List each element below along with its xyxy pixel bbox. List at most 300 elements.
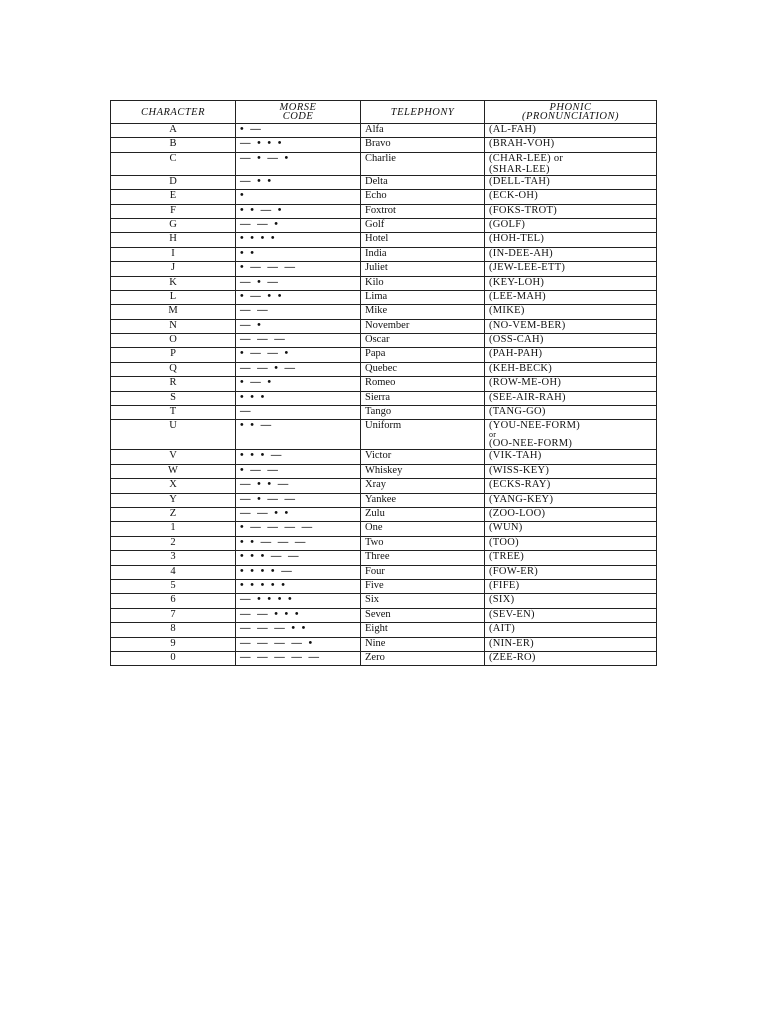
telephony-cell xyxy=(361,579,485,593)
telephony-cell-text: Delta xyxy=(365,175,388,187)
telephony-cell-text: Charlie xyxy=(365,152,396,164)
morse-code-cell xyxy=(236,290,361,304)
telephony-cell xyxy=(361,319,485,333)
morse-code-cell-text: • • • — xyxy=(240,450,284,462)
phonic-cell xyxy=(485,262,657,276)
character-cell-text: U xyxy=(169,420,177,432)
telephony-cell xyxy=(361,377,485,391)
phonic-cell xyxy=(485,551,657,565)
telephony-cell-text: Victor xyxy=(365,450,392,462)
character-cell xyxy=(111,608,236,622)
morse-code-cell-text: — • — xyxy=(240,276,280,288)
table-row xyxy=(111,450,657,464)
morse-code-cell xyxy=(236,334,361,348)
phonic-line: (PAH-PAH) xyxy=(489,348,543,360)
morse-code-cell xyxy=(236,536,361,550)
character-cell-text: G xyxy=(169,218,177,230)
phonic-cell xyxy=(485,507,657,521)
phonic-line: (BRAH-VOH) xyxy=(489,138,555,150)
character-cell-text: X xyxy=(169,479,177,491)
telephony-cell xyxy=(361,204,485,218)
phonic-line: (AIT) xyxy=(489,623,515,635)
phonic-line: (SEV-EN) xyxy=(489,608,535,620)
character-cell-text: S xyxy=(170,391,176,403)
morse-code-cell xyxy=(236,247,361,261)
character-cell-text: Q xyxy=(169,362,177,374)
header-phonic-line-1: PHONIC xyxy=(549,102,592,113)
table-row xyxy=(111,464,657,478)
phonic-line: (FOKS-TROT) xyxy=(489,204,558,216)
phonic-line: (FOW-ER) xyxy=(489,565,539,577)
telephony-cell xyxy=(361,536,485,550)
character-cell-text: M xyxy=(168,305,178,317)
morse-code-cell xyxy=(236,262,361,276)
morse-code-cell xyxy=(236,651,361,665)
morse-code-cell-text: — • • • • xyxy=(240,594,294,606)
table-row xyxy=(111,152,657,175)
morse-code-cell xyxy=(236,218,361,232)
telephony-cell-text: Papa xyxy=(365,348,386,360)
telephony-cell-text: Nine xyxy=(365,637,386,649)
character-cell xyxy=(111,464,236,478)
phonic-cell xyxy=(485,536,657,550)
phonic-cell xyxy=(485,522,657,536)
table-row xyxy=(111,608,657,622)
character-cell xyxy=(111,551,236,565)
header-morse-code xyxy=(236,101,361,124)
phonic-line: (MIKE) xyxy=(489,305,525,317)
telephony-cell-text: Xray xyxy=(365,479,386,491)
telephony-cell-text: Whiskey xyxy=(365,464,403,476)
character-cell xyxy=(111,594,236,608)
phonic-cell xyxy=(485,218,657,232)
telephony-cell xyxy=(361,522,485,536)
morse-code-cell-text: • — — — — xyxy=(240,522,315,534)
character-cell xyxy=(111,247,236,261)
character-cell-text: 0 xyxy=(170,651,176,663)
header-phonic xyxy=(485,101,657,124)
table-row xyxy=(111,536,657,550)
morse-code-cell-text: — • • • xyxy=(240,138,284,150)
morse-code-cell xyxy=(236,493,361,507)
telephony-cell xyxy=(361,651,485,665)
phonic-line: (TANG-GO) xyxy=(489,406,546,418)
phonic-line: (YANG-KEY) xyxy=(489,493,554,505)
table-row xyxy=(111,420,657,450)
table-row xyxy=(111,623,657,637)
phonic-cell xyxy=(485,152,657,175)
phonic-cell xyxy=(485,565,657,579)
morse-code-cell xyxy=(236,608,361,622)
telephony-cell-text: Mike xyxy=(365,305,388,317)
phonic-line: (DELL-TAH) xyxy=(489,175,551,187)
table-row xyxy=(111,406,657,420)
phonic-cell xyxy=(485,175,657,189)
telephony-cell xyxy=(361,247,485,261)
table-row xyxy=(111,362,657,376)
morse-code-cell-text: • • xyxy=(240,247,256,259)
morse-code-cell-text: • • — xyxy=(240,420,274,432)
morse-code-cell xyxy=(236,362,361,376)
phonic-cell xyxy=(485,334,657,348)
phonic-line: (JEW-LEE-ETT) xyxy=(489,262,566,274)
character-cell xyxy=(111,348,236,362)
phonic-line: (YOU-NEE-FORM) xyxy=(489,420,581,432)
character-cell xyxy=(111,319,236,333)
table-row xyxy=(111,507,657,521)
telephony-cell xyxy=(361,565,485,579)
character-cell-text: 5 xyxy=(170,579,176,591)
phonic-line: (KEH-BECK) xyxy=(489,362,553,374)
phonic-line: (VIK-TAH) xyxy=(489,450,542,462)
phonic-cell xyxy=(485,233,657,247)
morse-code-cell-text: — • — — xyxy=(240,493,298,505)
phonic-cell xyxy=(485,464,657,478)
telephony-cell xyxy=(361,594,485,608)
morse-code-cell-text: • — xyxy=(240,124,263,135)
character-cell xyxy=(111,406,236,420)
telephony-cell xyxy=(361,623,485,637)
telephony-cell xyxy=(361,152,485,175)
morse-code-cell-text: — — — • • xyxy=(240,623,308,635)
morse-code-cell xyxy=(236,204,361,218)
phonic-line: (FIFE) xyxy=(489,579,520,591)
phonic-line: (ECK-OH) xyxy=(489,190,539,202)
table-row xyxy=(111,233,657,247)
phonic-line: (SIX) xyxy=(489,594,515,606)
phonic-line: (ZOO-LOO) xyxy=(489,507,546,519)
telephony-cell-text: Alfa xyxy=(365,124,384,135)
character-cell xyxy=(111,204,236,218)
morse-code-cell xyxy=(236,276,361,290)
phonic-cell xyxy=(485,420,657,450)
morse-code-cell-text: • — — • xyxy=(240,348,291,360)
character-cell xyxy=(111,305,236,319)
telephony-cell xyxy=(361,348,485,362)
phonic-line: (IN-DEE-AH) xyxy=(489,247,553,259)
table-row xyxy=(111,319,657,333)
character-cell-text: W xyxy=(168,464,178,476)
character-cell-text: 8 xyxy=(170,623,176,635)
phonic-cell xyxy=(485,190,657,204)
phonic-line: (ROW-ME-OH) xyxy=(489,377,562,389)
character-cell-text: 9 xyxy=(170,637,176,649)
morse-code-cell xyxy=(236,420,361,450)
character-cell xyxy=(111,536,236,550)
telephony-cell xyxy=(361,507,485,521)
character-cell xyxy=(111,479,236,493)
morse-code-cell-text: • • — — — xyxy=(240,536,308,548)
telephony-cell-text: Foxtrot xyxy=(365,204,396,216)
phonic-line: (SHAR-LEE) xyxy=(489,163,550,175)
telephony-cell-text: Juliet xyxy=(365,262,388,274)
character-cell-text: 3 xyxy=(170,551,176,563)
character-cell xyxy=(111,450,236,464)
morse-code-cell xyxy=(236,348,361,362)
phonic-cell xyxy=(485,579,657,593)
table-row xyxy=(111,218,657,232)
telephony-cell xyxy=(361,305,485,319)
table-row xyxy=(111,276,657,290)
telephony-cell-text: Hotel xyxy=(365,233,389,245)
telephony-cell xyxy=(361,124,485,138)
morse-code-cell xyxy=(236,152,361,175)
morse-code-cell xyxy=(236,594,361,608)
telephony-cell-text: Two xyxy=(365,536,384,548)
phonic-line: (ZEE-RO) xyxy=(489,651,536,663)
telephony-cell-text: Quebec xyxy=(365,362,398,374)
phonic-line: (KEY-LOH) xyxy=(489,276,545,288)
morse-code-cell-text: • xyxy=(240,190,246,202)
character-cell xyxy=(111,565,236,579)
morse-code-cell-text: • • • xyxy=(240,391,267,403)
phonic-cell xyxy=(485,391,657,405)
phonic-line: (HOH-TEL) xyxy=(489,233,545,245)
header-character-label: CHARACTER xyxy=(141,106,205,118)
character-cell-text: 7 xyxy=(170,608,176,620)
telephony-cell xyxy=(361,334,485,348)
telephony-cell-text: Bravo xyxy=(365,138,391,150)
morse-code-cell-text: — — xyxy=(240,305,270,317)
telephony-cell-text: One xyxy=(365,522,383,534)
table-row xyxy=(111,290,657,304)
phonic-line: (TOO) xyxy=(489,536,519,548)
morse-code-cell-text: — — • • • xyxy=(240,608,301,620)
phonic-line: (CHAR-LEE) or xyxy=(489,152,564,164)
telephony-cell xyxy=(361,276,485,290)
morse-code-cell xyxy=(236,464,361,478)
header-phonic-line-2: (PRONUNCIATION) xyxy=(522,111,619,122)
morse-code-cell-text: • — — xyxy=(240,464,280,476)
telephony-cell-text: Eight xyxy=(365,623,388,635)
table-row xyxy=(111,204,657,218)
telephony-cell xyxy=(361,218,485,232)
morse-code-cell xyxy=(236,551,361,565)
telephony-cell xyxy=(361,138,485,152)
telephony-cell-text: Lima xyxy=(365,290,388,302)
table-row xyxy=(111,175,657,189)
phonic-cell xyxy=(485,594,657,608)
telephony-cell xyxy=(361,233,485,247)
phonic-line: (LEE-MAH) xyxy=(489,290,546,302)
phonic-cell xyxy=(485,305,657,319)
character-cell xyxy=(111,262,236,276)
character-cell-text: 2 xyxy=(170,536,176,548)
table-row xyxy=(111,594,657,608)
character-cell xyxy=(111,623,236,637)
table-row xyxy=(111,262,657,276)
telephony-cell-text: Sierra xyxy=(365,391,391,403)
telephony-cell-text: India xyxy=(365,247,387,259)
telephony-cell xyxy=(361,406,485,420)
header-telephony-label: TELEPHONY xyxy=(390,106,455,118)
morse-code-cell-text: • — — — xyxy=(240,262,298,274)
table-row xyxy=(111,579,657,593)
telephony-cell xyxy=(361,479,485,493)
telephony-cell xyxy=(361,464,485,478)
table-row xyxy=(111,305,657,319)
morse-code-cell-text: — — — xyxy=(240,334,287,346)
morse-code-cell xyxy=(236,391,361,405)
phonic-line: (NO-VEM-BER) xyxy=(489,319,566,331)
phonic-line: (AL-FAH) xyxy=(489,124,537,135)
phonic-cell xyxy=(485,651,657,665)
table-row xyxy=(111,637,657,651)
telephony-cell-text: Tango xyxy=(365,406,392,418)
telephony-cell-text: Romeo xyxy=(365,377,396,389)
character-cell xyxy=(111,637,236,651)
character-cell xyxy=(111,493,236,507)
character-cell-text: J xyxy=(170,262,176,274)
morse-code-cell-text: • — • xyxy=(240,377,274,389)
table-row xyxy=(111,565,657,579)
table-row xyxy=(111,124,657,138)
table-row xyxy=(111,138,657,152)
character-cell xyxy=(111,579,236,593)
character-cell xyxy=(111,362,236,376)
character-cell-text: D xyxy=(169,175,177,187)
character-cell xyxy=(111,290,236,304)
table-row xyxy=(111,190,657,204)
phonic-line: (OSS-CAH) xyxy=(489,334,544,346)
phonic-cell xyxy=(485,493,657,507)
character-cell-text: F xyxy=(170,204,176,216)
header-row xyxy=(111,101,657,124)
telephony-cell xyxy=(361,637,485,651)
character-cell-text: R xyxy=(169,377,177,389)
character-cell-text: L xyxy=(169,290,177,302)
phonic-cell xyxy=(485,290,657,304)
morse-code-cell-text: — — • • xyxy=(240,507,291,519)
morse-code-cell-text: • • • — — xyxy=(240,551,301,563)
telephony-cell-text: Golf xyxy=(365,218,385,230)
morse-code-cell-text: — • xyxy=(240,319,263,331)
header-morse-line-1: MORSE xyxy=(279,102,317,113)
character-cell xyxy=(111,391,236,405)
morse-code-cell-text: — • — • xyxy=(240,152,291,164)
character-cell xyxy=(111,377,236,391)
morse-code-cell xyxy=(236,175,361,189)
table-header xyxy=(111,101,657,124)
character-cell-text: P xyxy=(170,348,176,360)
character-cell-text: T xyxy=(169,406,177,418)
character-cell xyxy=(111,124,236,138)
morse-code-cell-text: — — — — — xyxy=(240,651,321,663)
telephony-cell xyxy=(361,175,485,189)
phonic-line: (WUN) xyxy=(489,522,523,534)
phonic-cell xyxy=(485,637,657,651)
morse-code-cell-text: — — — — • xyxy=(240,637,315,649)
telephony-cell xyxy=(361,290,485,304)
morse-code-cell-text: — — • — xyxy=(240,362,298,374)
telephony-cell-text: Kilo xyxy=(365,276,384,288)
morse-code-cell-text: — — • xyxy=(240,218,280,230)
morse-code-cell xyxy=(236,565,361,579)
table-row xyxy=(111,493,657,507)
telephony-cell xyxy=(361,391,485,405)
telephony-cell xyxy=(361,362,485,376)
morse-code-cell xyxy=(236,623,361,637)
telephony-cell-text: Zulu xyxy=(365,507,385,519)
character-cell xyxy=(111,175,236,189)
telephony-cell-text: November xyxy=(365,319,410,331)
telephony-cell xyxy=(361,450,485,464)
morse-code-cell xyxy=(236,319,361,333)
header-character xyxy=(111,101,236,124)
character-cell xyxy=(111,334,236,348)
character-cell-text: Z xyxy=(169,507,177,519)
morse-code-cell xyxy=(236,138,361,152)
table-body xyxy=(111,124,657,666)
character-cell xyxy=(111,507,236,521)
morse-code-cell xyxy=(236,377,361,391)
telephony-cell xyxy=(361,420,485,450)
phonic-cell xyxy=(485,450,657,464)
telephony-cell xyxy=(361,190,485,204)
header-morse-line-2: CODE xyxy=(282,111,314,122)
character-cell-text: 4 xyxy=(170,565,176,577)
morse-code-cell-text: • • • • • xyxy=(240,579,287,591)
table-row xyxy=(111,479,657,493)
morse-code-cell xyxy=(236,406,361,420)
morse-code-cell xyxy=(236,507,361,521)
morse-code-table xyxy=(110,100,657,666)
telephony-cell-text: Seven xyxy=(365,608,391,620)
table-row xyxy=(111,334,657,348)
character-cell xyxy=(111,152,236,175)
telephony-cell-text: Uniform xyxy=(365,420,402,432)
character-cell-text: N xyxy=(169,319,177,331)
character-cell xyxy=(111,651,236,665)
character-cell-text: E xyxy=(169,190,177,202)
morse-code-cell-text: • — • • xyxy=(240,290,284,302)
character-cell-text: Y xyxy=(169,493,177,505)
character-cell xyxy=(111,138,236,152)
telephony-cell-text: Six xyxy=(365,594,380,606)
morse-code-cell xyxy=(236,579,361,593)
character-cell-text: I xyxy=(171,247,175,259)
morse-code-cell xyxy=(236,305,361,319)
telephony-cell-text: Yankee xyxy=(365,493,397,505)
phonic-line: (GOLF) xyxy=(489,218,526,230)
telephony-cell-text: Four xyxy=(365,565,385,577)
telephony-cell-text: Zero xyxy=(365,651,385,663)
character-cell-text: K xyxy=(169,276,177,288)
character-cell xyxy=(111,233,236,247)
phonic-line: (NIN-ER) xyxy=(489,637,534,649)
telephony-cell xyxy=(361,551,485,565)
phonic-line: (OO-NEE-FORM) xyxy=(489,438,573,450)
phonic-cell xyxy=(485,623,657,637)
morse-code-cell-text: — xyxy=(240,406,253,418)
table-row xyxy=(111,377,657,391)
phonic-line: (SEE-AIR-RAH) xyxy=(489,391,566,403)
phonic-line: (WISS-KEY) xyxy=(489,464,550,476)
table-row xyxy=(111,522,657,536)
phonic-cell xyxy=(485,204,657,218)
morse-code-cell-text: • • — • xyxy=(240,204,284,216)
telephony-cell xyxy=(361,262,485,276)
telephony-cell xyxy=(361,493,485,507)
phonic-cell xyxy=(485,479,657,493)
morse-code-cell-text: — • • — xyxy=(240,479,291,491)
telephony-cell-text: Echo xyxy=(365,190,387,202)
phonic-line: (ECKS-RAY) xyxy=(489,479,551,491)
character-cell-text: C xyxy=(169,152,177,164)
morse-code-cell xyxy=(236,479,361,493)
table-row xyxy=(111,391,657,405)
phonic-cell xyxy=(485,406,657,420)
